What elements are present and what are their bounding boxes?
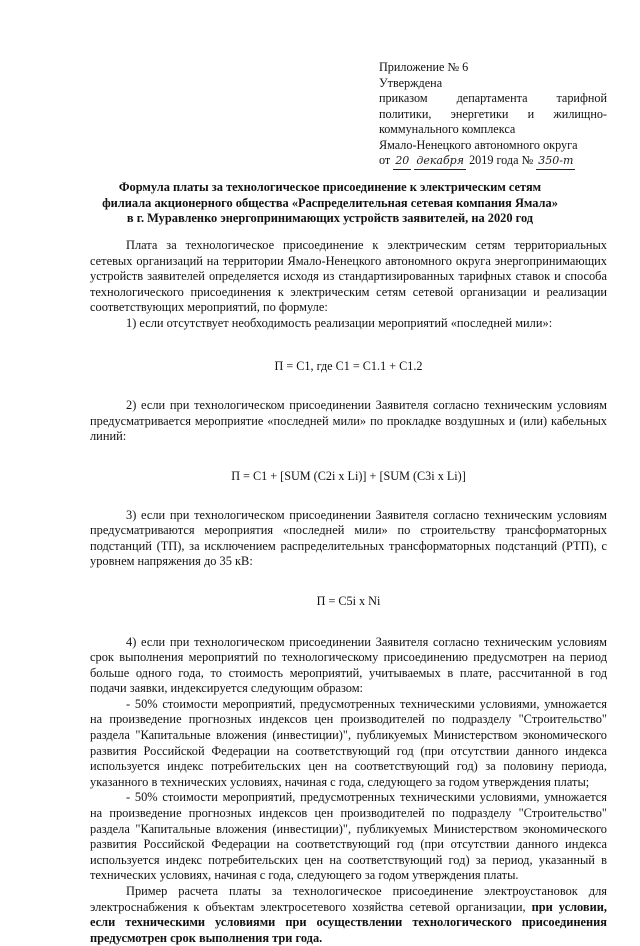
formula-2: П = С1 + [SUM (С2i x Li)] + [SUM (С3i x Li)] (231, 468, 466, 483)
order-line-2: политики, энергетики и жилищно- (379, 106, 607, 121)
approved-label: Утверждена (379, 75, 443, 90)
handwritten-order-number: 350-т (536, 153, 575, 170)
formula-1: П = С1, где С1 = С1.1 + С1.2 (274, 358, 423, 373)
order-line-1: приказом департамента тарифной (379, 91, 607, 105)
bullet-1-paragraph: - 50% стоимости мероприятий, предусмотренных техническими условиями, умножается на произведение прогнозных индексов цен производителей по подразделу "Строительство" раздела "Капитальные вложения (инвестиции)", публикуемых Министерством экономического развития Российской Федерации на соответствующий год (при отсутствии данного индекса используется индекс потребительских цен на соответствующий год) за половину периода, указанного в технических условиях, начиная с года, следующего за годом утверждения платы; (90, 696, 607, 789)
case-1-paragraph: 1) если отсутствует необходимость реализации мероприятий «последней мили»: (126, 315, 553, 330)
document-body (90, 238, 607, 946)
order-line-4: Ямало-Ненецкого автономного округа (379, 137, 578, 152)
order-line-3: коммунального комплекса (379, 122, 516, 136)
formula-3: П = С5i x Ni (316, 593, 381, 608)
title-line-2: филиала акционерного общества «Распределительная сетевая компания Ямала» (102, 195, 558, 210)
title-line-3: в г. Муравленко энергопринимающих устройств заявителей, на 2020 год (126, 211, 534, 226)
case-2-paragraph: 2) если при технологическом присоединении Заявителя согласно техническим условиям предусматривается мероприятие «последней мили» по прокладке воздушных и (или) кабельных линий: (90, 398, 607, 444)
year-label: 2019 года № (469, 153, 534, 167)
title-line-1: Формула платы за технологическое присоединение к электрическим сетям (118, 180, 542, 194)
approval-block (379, 60, 607, 170)
example-paragraph (90, 884, 607, 946)
order-date-line (379, 153, 575, 167)
intro-paragraph: Плата за технологическое присоединение к электрическим сетям территориальных сетевых организаций на территории Ямало-Ненецкого автономного округа энергопринимающих устройств заявителей определяется исходя из стандартизированных тарифных ставок и способа технологического присоединения к электрическим сетям сетевой организации и реализации соответствующих мероприятий, по формуле: (90, 238, 607, 315)
appendix-number: Приложение № 6 (379, 60, 469, 74)
document-title (60, 180, 600, 227)
bullet-2-paragraph: - 50% стоимости мероприятий, предусмотренных техническими условиями, умножается на произведение прогнозных индексов цен производителей по подразделу "Строительство" раздела "Капитальные вложения (инвестиции)", публикуемых Министерством экономического развития Российской Федерации на соответствующий год (при отсутствии данного индекса используется индекс потребительских цен на соответствующий год) за период, указанный в технических условиях, начиная с года, следующего за годом утверждения платы. (90, 790, 607, 883)
from-label: от (379, 153, 391, 167)
handwritten-month: декабря (414, 153, 466, 170)
case-4-paragraph: 4) если при технологическом присоединении Заявителя согласно техническим условиям срок выполнения мероприятий по технологическому присоединению предусмотрен на период больше одного года, то стоимость мероприятий, учитываемых в плате, рассчитанной в год подачи заявки, индексируется следующим образом: (90, 634, 607, 696)
example-bold-text: при условии, если техническими условиями при осуществлении технологического присоединения предусмотрен срок выполнения три года. (90, 899, 607, 945)
handwritten-day: 20 (393, 153, 411, 170)
case-3-paragraph: 3) если при технологическом присоединении Заявителя согласно техническим условиям предусматриваются мероприятия «последней мили» по строительству трансформаторных подстанций (ТП), за исключением распределительных трансформаторных подстанций (РТП), с уровнем напряжения до 35 кВ: (90, 507, 607, 569)
example-text: Пример расчета платы за технологическое присоединение электроустановок для электроснабжения к объектам электросетевого хозяйства сетевой организации, (90, 884, 607, 914)
